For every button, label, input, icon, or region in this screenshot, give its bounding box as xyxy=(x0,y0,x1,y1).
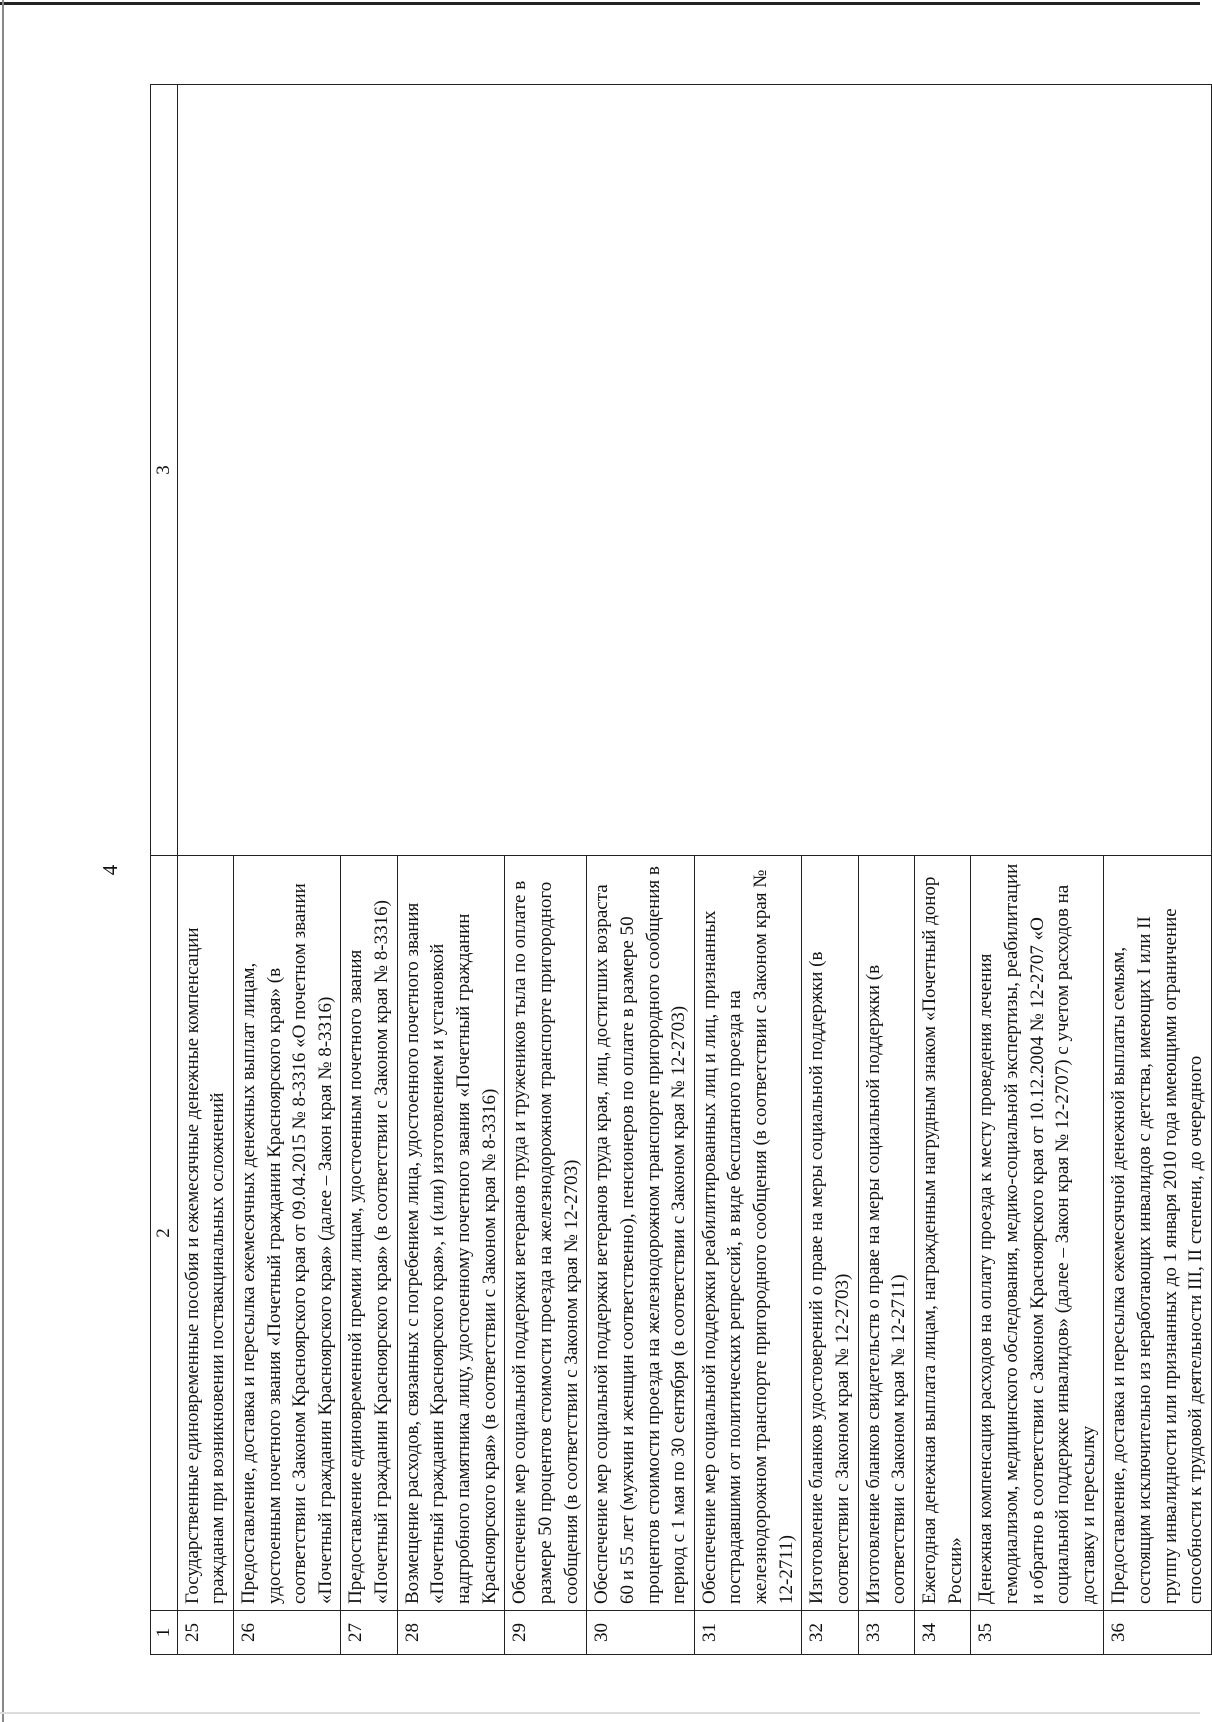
row-number: 29 xyxy=(505,1611,587,1655)
column-header-1: 1 xyxy=(151,1611,178,1655)
row-number: 28 xyxy=(397,1611,505,1655)
row-number: 33 xyxy=(858,1611,914,1655)
row-description: Возмещение расходов, связанных с погребением лица, удостоенного почетного звания «Почетный гражданин Красноярского края», и (или) изготовлением и установкой надгробного памятника лицу, удостоенному почетного звания «Почетный гражданин Красноярского края» (в соответствии с Законом края № 8-3316) xyxy=(397,856,505,1611)
services-table xyxy=(150,84,1212,1655)
row-description: Денежная компенсация расходов на оплату проезда к месту проведения лечения гемодиализом, медицинского обследования, медико-социальной экспертизы, реабилитации и обратно в соответствии с Законом Красноярского края от 10.12.2004 № 12-2707 «О социальной поддержке инвалидов» (далее – Закон края № 12-2707) с учетом расходов на доставку и пересылку xyxy=(971,856,1104,1611)
column-header-2: 2 xyxy=(151,856,178,1611)
rotated-page-content xyxy=(98,85,1207,1655)
row-description: Предоставление, доставка и пересылка ежемесячных денежных выплат лицам, удостоенным почетного звания «Почетный гражданин Красноярского края» (в соответствии с Законом Красноярского края от 09.04.2015 № 8-3316 «О почетном звании «Почетный гражданин Красноярского края» (далее – Закон края № 8-3316) xyxy=(233,856,341,1611)
page-number: 4 xyxy=(98,864,122,876)
row-description: Изготовление бланков удостоверений о праве на меры социальной поддержки (в соответствии с Законом края № 12-2703) xyxy=(802,856,858,1611)
scan-bottom-edge xyxy=(0,1712,1200,1714)
column-header-3: 3 xyxy=(151,85,178,856)
row-number: 27 xyxy=(341,1611,397,1655)
scan-top-border xyxy=(0,2,1200,5)
row-description: Предоставление единовременной премии лицам, удостоенным почетного звания «Почетный гражданин Красноярского края» (в соответствии с Законом края № 8-3316) xyxy=(341,856,397,1611)
scan-left-border xyxy=(2,0,4,1722)
row-description: Ежегодная денежная выплата лицам, награжденным нагрудным знаком «Почетный донор России» xyxy=(914,856,970,1611)
table-row xyxy=(177,85,233,1655)
row-number: 36 xyxy=(1104,1611,1212,1655)
row-number: 31 xyxy=(694,1611,802,1655)
row-number: 26 xyxy=(233,1611,341,1655)
row-description: Обеспечение мер социальной поддержки ветеранов труда и тружеников тыла по оплате в размере 50 процентов стоимости проезда на железнодорожном транспорте пригородного сообщения (в соответствии с Законом края № 12-2703) xyxy=(505,856,587,1611)
row-description: Обеспечение мер социальной поддержки ветеранов труда края, лиц, достигших возраста 60 и 55 лет (мужчин и женщин соответственно), пенсионеров по оплате в размере 50 процентов стоимости проезда на железнодорожном транспорте пригородного сообщения в период с 1 мая по 30 сентября (в соответствии с Законом края № 12-2703) xyxy=(587,856,695,1611)
row-description: Предоставление, доставка и пересылка ежемесячной денежной выплаты семьям, состоящим исключительно из неработающих инвалидов с детства, имеющих I или II группу инвалидности или признанных до 1 января 2010 года имеющими ограничение способности к трудовой деятельности III, II степени, до очередного xyxy=(1104,856,1212,1611)
row-description: Государственные единовременные пособия и ежемесячные денежные компенсации гражданам при возникновении поствакцинальных осложнений xyxy=(177,856,233,1611)
column-3-cell xyxy=(177,85,1211,856)
table-header-row xyxy=(151,85,178,1655)
row-number: 35 xyxy=(971,1611,1104,1655)
row-description: Обеспечение мер социальной поддержки реабилитированных лиц и лиц, признанных пострадавшими от политических репрессий, в виде бесплатного проезда на железнодорожном транспорте пригородного сообщения (в соответствии с Законом края № 12-2711) xyxy=(694,856,802,1611)
row-number: 30 xyxy=(587,1611,695,1655)
row-description: Изготовление бланков свидетельств о праве на меры социальной поддержки (в соответствии с Законом края № 12-2711) xyxy=(858,856,914,1611)
row-number: 25 xyxy=(177,1611,233,1655)
row-number: 34 xyxy=(914,1611,970,1655)
row-number: 32 xyxy=(802,1611,858,1655)
